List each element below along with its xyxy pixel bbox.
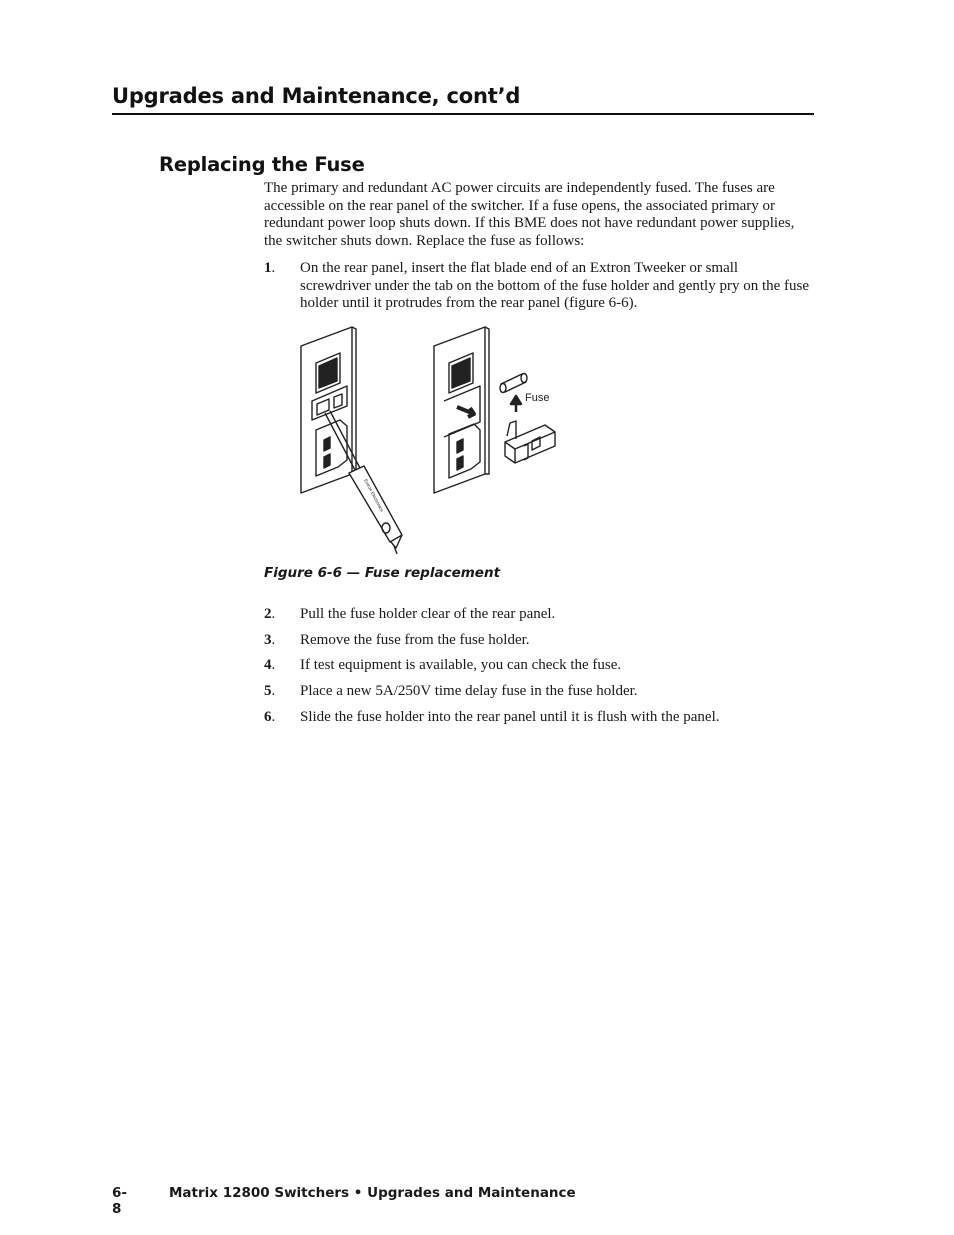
step-1 [264, 260, 812, 313]
step-text: On the rear panel, insert the flat blade end of an Extron Tweeker or small screwdriver under the tab on the bottom of the fuse holder and gently pry on the fuse holder until it protrudes from the rear panel (figure 6-6). [300, 260, 810, 312]
step-number: 6. [264, 709, 276, 725]
step-3 [264, 632, 812, 650]
fuse-replacement-figure [294, 322, 564, 554]
footer-title: Matrix 12800 Switchers • Upgrades and Maintenance [169, 1185, 576, 1201]
figure-caption: Figure 6-6 — Fuse replacement [264, 565, 501, 581]
step-number: 4. [264, 657, 276, 673]
step-4 [264, 657, 812, 675]
power-module-left-icon [301, 327, 356, 493]
step-2 [264, 606, 812, 624]
fuse-holder-icon [505, 421, 555, 463]
step-number: 2. [264, 606, 276, 622]
header-rule [112, 113, 814, 115]
step-text: Slide the fuse holder into the rear panel until it is flush with the panel. [300, 709, 720, 725]
tool-label: Extron Electronics [363, 478, 385, 513]
step-text: If test equipment is available, you can check the fuse. [300, 657, 622, 673]
fuse-label: Fuse [525, 392, 550, 404]
fuse-icon [500, 374, 527, 393]
page-number: 6-8 [112, 1185, 127, 1217]
step-number: 1. [264, 260, 276, 276]
section-title: Replacing the Fuse [159, 153, 365, 176]
step-text: Pull the fuse holder clear of the rear panel. [300, 606, 556, 622]
page-header [112, 84, 814, 108]
step-text: Remove the fuse from the fuse holder. [300, 632, 530, 648]
step-number: 3. [264, 632, 276, 648]
up-arrow-icon [511, 396, 521, 412]
step-text: Place a new 5A/250V time delay fuse in the fuse holder. [300, 683, 638, 699]
step-6 [264, 709, 812, 727]
step-5 [264, 683, 812, 701]
step-number: 5. [264, 683, 276, 699]
page-header-title: Upgrades and Maintenance, cont’d [112, 84, 521, 108]
intro-paragraph: The primary and redundant AC power circuits are independently fused. The fuses are accessible on the rear panel of the switcher. If a fuse opens, the associated primary or redundant power loop shuts down. If this BME does not have redundant power supplies, the switcher shuts down. Replace the fuse as follows: [264, 180, 795, 249]
